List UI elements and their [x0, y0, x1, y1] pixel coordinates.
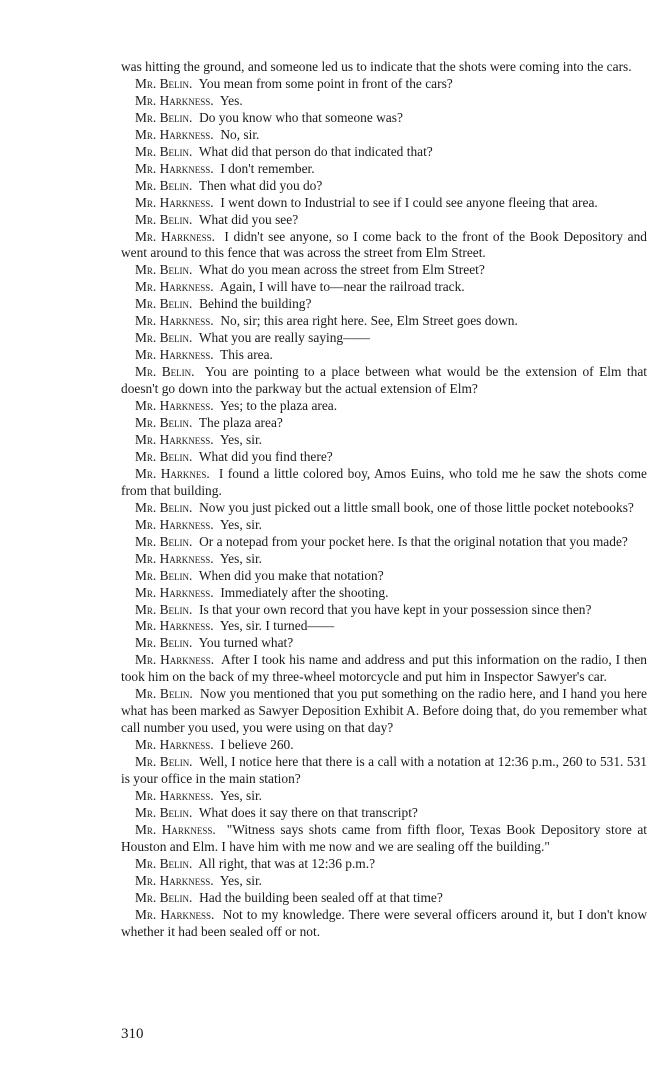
testimony-text: What you are really saying——: [198, 330, 370, 346]
testimony-text: This area.: [220, 347, 273, 363]
testimony-text: After I took his name and address and put this information on the radio, I then took him on the back of my three-wheel motorcycle and put him in Inspector Sawyer's car.: [121, 652, 647, 685]
testimony-paragraph: [121, 652, 647, 686]
speaker-name: Mr. Harkness.: [135, 787, 214, 803]
testimony-paragraph: [121, 822, 647, 856]
testimony-paragraph: [121, 330, 647, 347]
speaker-name: Mr. Harknes.: [135, 465, 210, 481]
testimony-paragraph: [121, 415, 647, 432]
testimony-paragraph: [121, 195, 647, 212]
speaker-name: Mr. Belin.: [135, 533, 193, 549]
speaker-name: Mr. Harkness.: [135, 126, 214, 142]
speaker-name: Mr. Harkness.: [135, 431, 214, 447]
testimony-paragraph: [121, 788, 647, 805]
speaker-name: Mr. Belin.: [135, 364, 195, 380]
testimony-paragraph: [121, 432, 647, 449]
testimony-text: I found a little colored boy, Amos Euins, who told me he saw the shots come from that building.: [121, 465, 647, 498]
testimony-paragraph: [121, 856, 647, 873]
testimony-text: Now you just picked out a little small book, one of those little pocket notebooks?: [199, 499, 634, 515]
testimony-text: All right, that was at 12:36 p.m.?: [198, 855, 376, 871]
testimony-text: Had the building been sealed off at that time?: [199, 889, 443, 905]
speaker-name: Mr. Harkness.: [135, 516, 214, 532]
testimony-paragraph: [121, 754, 647, 788]
testimony-paragraph: [121, 398, 647, 415]
speaker-name: Mr. Belin.: [135, 75, 193, 91]
testimony-paragraph: [121, 551, 647, 568]
testimony-paragraph: [121, 585, 647, 602]
testimony-text: What did you see?: [198, 211, 299, 227]
testimony-paragraph: [121, 635, 647, 652]
speaker-name: Mr. Harkness.: [135, 92, 214, 108]
testimony-paragraph: [121, 262, 647, 279]
testimony-paragraph: [121, 296, 647, 313]
testimony-text: Then what did you do?: [198, 177, 323, 193]
speaker-name: Mr. Harkness.: [135, 906, 215, 922]
testimony-text: I believe 260.: [220, 737, 294, 753]
testimony-paragraph: [121, 161, 647, 178]
testimony-paragraph: [121, 76, 647, 93]
speaker-name: Mr. Harkness.: [135, 584, 214, 600]
speaker-name: Mr. Harkness.: [135, 279, 214, 295]
testimony-paragraph: [121, 178, 647, 195]
speaker-name: Mr. Harkness.: [135, 737, 214, 753]
speaker-name: Mr. Harkness.: [135, 618, 214, 634]
speaker-name: Mr. Harkness.: [135, 872, 214, 888]
testimony-text: What did that person do that indicated that?: [198, 143, 433, 159]
speaker-name: Mr. Belin.: [135, 889, 193, 905]
testimony-paragraph: [121, 873, 647, 890]
testimony-text: "Witness says shots came from fifth floor, Texas Book Depository store at Houston and Elm. I have him with me now and we are sealing off the building.": [121, 821, 647, 854]
page-number: 310: [121, 1026, 144, 1042]
speaker-name: Mr. Belin.: [135, 499, 193, 515]
opening-paragraph: was hitting the ground, and someone led us to indicate that the shots were coming into the cars.: [121, 59, 632, 74]
testimony-paragraph: [121, 144, 647, 161]
testimony-list: [121, 76, 647, 941]
speaker-name: Mr. Belin.: [135, 415, 193, 431]
testimony-text: Yes; to the plaza area.: [219, 398, 338, 414]
transcript-page: [121, 59, 647, 941]
testimony-text: I didn't see anyone, so I come back to the front of the Book Depository and went around to this fence that was across the street from Elm Street.: [121, 228, 647, 261]
testimony-text: Yes, sir.: [219, 787, 263, 803]
testimony-paragraph: [121, 347, 647, 364]
testimony-text: What does it say there on that transcript?: [198, 804, 418, 820]
testimony-paragraph: [121, 517, 647, 534]
speaker-name: Mr. Harkness.: [135, 652, 215, 668]
speaker-name: Mr. Belin.: [135, 855, 193, 871]
speaker-name: Mr. Harkness.: [135, 347, 214, 363]
testimony-paragraph: [121, 279, 647, 296]
speaker-name: Mr. Belin.: [135, 601, 193, 617]
testimony-text: I went down to Industrial to see if I could see anyone fleeing that area.: [220, 194, 598, 210]
testimony-text: No, sir.: [220, 126, 260, 142]
testimony-text: Do you know who that someone was?: [199, 109, 403, 125]
speaker-name: Mr. Belin.: [135, 296, 193, 312]
testimony-paragraph: [121, 737, 647, 754]
testimony-paragraph: [121, 466, 647, 500]
speaker-name: Mr. Belin.: [135, 804, 193, 820]
speaker-name: Mr. Belin.: [135, 143, 193, 159]
testimony-text: Yes, sir.: [219, 516, 263, 532]
testimony-paragraph: [121, 618, 647, 635]
testimony-text: Not to my knowledge. There were several officers around it, but I don't know whether it had been sealed off or not.: [121, 906, 647, 939]
testimony-paragraph: [121, 313, 647, 330]
testimony-paragraph: [121, 110, 647, 127]
speaker-name: Mr. Harkness.: [135, 398, 214, 414]
testimony-paragraph: [121, 907, 647, 941]
testimony-text: Yes, sir.: [219, 431, 263, 447]
testimony-paragraph: [121, 127, 647, 144]
testimony-paragraph: [121, 568, 647, 585]
testimony-text: Immediately after the shooting.: [220, 584, 389, 600]
speaker-name: Mr. Belin.: [135, 567, 193, 583]
testimony-paragraph: [121, 534, 647, 551]
speaker-name: Mr. Harkness.: [135, 313, 214, 329]
testimony-text: Behind the building?: [199, 296, 312, 312]
testimony-text: Yes.: [219, 92, 243, 108]
speaker-name: Mr. Belin.: [135, 177, 193, 193]
testimony-text: Again, I will have to—near the railroad track.: [219, 279, 465, 295]
testimony-paragraph: [121, 449, 647, 466]
speaker-name: Mr. Belin.: [135, 686, 193, 702]
speaker-name: Mr. Belin.: [135, 448, 193, 464]
testimony-text: Well, I notice here that there is a call with a notation at 12:36 p.m., 260 to 531. 531 is your office in the main station?: [121, 754, 647, 787]
testimony-paragraph: [121, 805, 647, 822]
speaker-name: Mr. Belin.: [135, 635, 193, 651]
testimony-text: When did you make that notation?: [198, 567, 384, 583]
speaker-name: Mr. Harkness.: [135, 160, 214, 176]
speaker-name: Mr. Belin.: [135, 262, 193, 278]
testimony-text: No, sir; this area right here. See, Elm Street goes down.: [220, 313, 518, 329]
testimony-text: You are pointing to a place between what would be the extension of Elm that doesn't go down into the parkway but the actual extension of Elm?: [121, 364, 647, 397]
speaker-name: Mr. Belin.: [135, 330, 193, 346]
testimony-text: What do you mean across the street from Elm Street?: [198, 262, 485, 278]
testimony-paragraph: [121, 890, 647, 907]
testimony-text: What did you find there?: [198, 448, 333, 464]
testimony-paragraph: [121, 686, 647, 737]
speaker-name: Mr. Belin.: [135, 211, 193, 227]
testimony-text: Is that your own record that you have kept in your possession since then?: [199, 601, 592, 617]
testimony-paragraph: [121, 364, 647, 398]
testimony-paragraph: [121, 229, 647, 263]
speaker-name: Mr. Harkness.: [135, 228, 215, 244]
testimony-text: You turned what?: [198, 635, 294, 651]
testimony-text: The plaza area?: [198, 415, 283, 431]
testimony-text: Now you mentioned that you put something on the radio here, and I hand you here what has been marked as Sawyer Deposition Exhibit A. Before doing that, do you remember what call number you used, you were using on that day?: [121, 686, 647, 736]
testimony-text: Yes, sir.: [219, 550, 263, 566]
speaker-name: Mr. Belin.: [135, 754, 193, 770]
testimony-paragraph: [121, 500, 647, 517]
testimony-paragraph: [121, 212, 647, 229]
speaker-name: Mr. Harkness.: [135, 194, 214, 210]
testimony-text: Yes, sir.: [219, 872, 263, 888]
testimony-text: You mean from some point in front of the cars?: [198, 75, 453, 91]
testimony-text: Yes, sir. I turned——: [219, 618, 335, 634]
testimony-paragraph: [121, 93, 647, 110]
testimony-paragraph: [121, 602, 647, 619]
speaker-name: Mr. Harkness.: [135, 550, 214, 566]
testimony-text: I don't remember.: [220, 160, 315, 176]
speaker-name: Mr. Belin.: [135, 109, 193, 125]
speaker-name: Mr. Harkness.: [135, 821, 216, 837]
testimony-text: Or a notepad from your pocket here. Is that the original notation that you made?: [199, 533, 628, 549]
